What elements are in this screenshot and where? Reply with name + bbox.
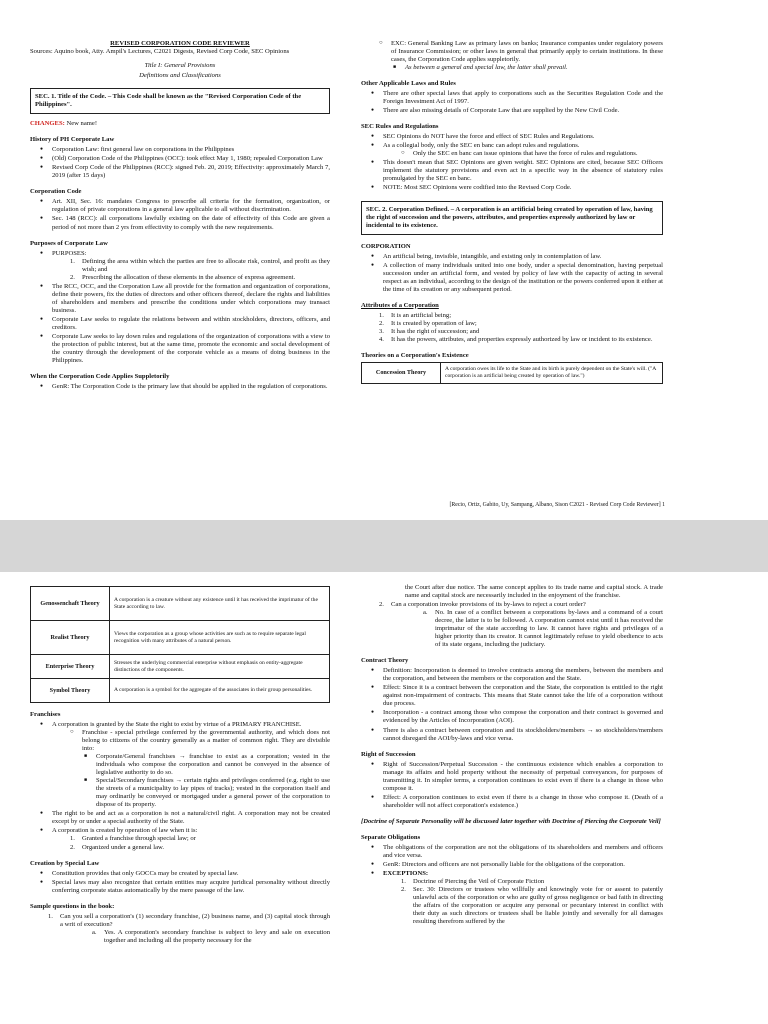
changes-text: New name! xyxy=(64,120,98,128)
continued-answer: the Court after due notice. The same concept applies to its trade name and capital stock. A trade name and capital stock are necessarily included in the enjoyment of the franchise. xyxy=(405,584,663,600)
question-1: Can you sell a corporation's (1) secondary franchise, (2) business name, and (3) capital stock through a writ of execution? xyxy=(60,912,330,928)
separate-obligations-list xyxy=(361,844,663,926)
franchise-sublist xyxy=(52,729,330,753)
sample-questions-list-2 xyxy=(361,601,663,649)
document-page-2 xyxy=(0,572,768,1024)
list-item: 2. Can a corporation invoke provisions of its by-laws to reject a court order? a. No. In case of a conflict between a corporations by-laws and a command of a court decree, the latter is to be followed. A corporation cannot exist until it has received the imprimatur of the state according to law. It cannot have rights and privileges of a higher priority than its creator. It cannot legitimately refuse to yield obedience to acts of its state organs, including the judiciary. xyxy=(379,601,663,649)
theory-description: Views the corporation as a group whose activities are such as to require separate legal recognition with many attributes of a natural person. xyxy=(110,621,330,655)
theory-description: A corporation is a creature without any existence until it has received the imprimatur of the State according to law. xyxy=(110,587,330,621)
list-item: ● Special laws may also recognize that certain entities may acquire juridical personality without directly conferring corporate status automatically by the mere passage of the law. xyxy=(30,879,330,895)
exception-1: Doctrine of Piercing the Veil of Corporate Fiction xyxy=(413,877,545,885)
list-item xyxy=(361,870,663,926)
list-item: ● Constitution provides that only GOCCs may be created by special law. xyxy=(30,870,330,878)
suppletory-list xyxy=(30,383,330,391)
created-2: Organized under a general law. xyxy=(82,843,165,851)
list-item: ○ Only the SEC en banc can issue opinions that have the force of rules and regulations. xyxy=(383,150,663,158)
table-row xyxy=(31,587,330,621)
list-item: ● Effect: A corporation continues to exist even if there is a change in those who compose it. (Death of a shareholder will not affect corporation's existence.) xyxy=(361,794,663,810)
succession-list xyxy=(361,761,663,810)
list-item: 2. Organized under a general law. xyxy=(70,843,165,851)
page2-right-column xyxy=(361,572,663,927)
sec-sublist xyxy=(383,150,663,158)
page1-left-column xyxy=(30,0,330,392)
theories-table xyxy=(361,362,663,384)
created-1: Granted a franchise through special law; or xyxy=(82,835,196,843)
purpose-2: Prescribing the allocation of these elements in the absence of express agreement. xyxy=(82,273,296,281)
list-item: 1. It is an artificial being; xyxy=(379,311,452,319)
corporation-heading: CORPORATION xyxy=(361,242,411,250)
purposes-sublist xyxy=(52,258,330,282)
list-item: ● Corporation Law: first general law on corporations in the Philippines xyxy=(30,146,330,154)
list-item: ○ EXC: General Banking Law as primary laws on banks; Insurance companies under regulatory powers of Insurance Commission; or other laws in general that primarily apply to certain institutions. In these cases, the Corporation Code applies suppletorily. xyxy=(361,40,663,64)
list-item: ● The RCC, OCC, and the Corporation Law all provide for the formation and organization of corporations, define their powers, fix the duties of directors and other officers thereof, declare the rights and liabilities of shareholders and members and prescribe the conditions under which corporations may transact business. xyxy=(30,283,330,315)
answer-1: Yes. A corporation's secondary franchise is subject to levy and sale on execution together and including all the property necessary for the xyxy=(104,928,330,944)
sec2-box: SEC. 2. Corporation Defined. – A corporation is an artificial being created by operation of law, having the right of succession and the powers, attributes, and properties expressly authorized by law or incidental to its existence. xyxy=(361,201,663,235)
list-item: ● Revised Corp Code of the Philippines (RCC): signed Feb. 20, 2019; Effectivity: approximately March 7, 2019 (after 15 days) xyxy=(30,164,330,180)
list-item: a. Yes. A corporation's secondary franchise is subject to levy and sale on execution together and including all the property necessary for the xyxy=(92,928,330,944)
theory-name: Realist Theory xyxy=(31,621,110,655)
history-list xyxy=(30,146,330,180)
attribute-2: It is created by operation of law; xyxy=(391,319,477,327)
list-item: a. No. In case of a conflict between a corporations by-laws and a command of a court decree, the latter is to be followed. A corporation cannot exist until it has received the imprimatur of the state according to law. It cannot have rights and privileges of a higher priority than its creator. It cannot legitimately refuse to yield obedience to acts of its state organs, including the judiciary. xyxy=(423,609,663,649)
succession-heading: Right of Succession xyxy=(361,750,416,758)
franchise-kinds xyxy=(52,753,330,809)
theory-name: Enterprise Theory xyxy=(31,655,110,679)
table-row xyxy=(31,621,330,655)
doctrine-note: [Doctrine of Separate Personality will be discussed later together with Doctrine of Piercing the Corporate Veil] xyxy=(361,817,661,825)
exc-list xyxy=(361,40,663,64)
list-item: 1. Can you sell a corporation's (1) secondary franchise, (2) business name, and (3) capital stock through a writ of execution? a. Yes. A corporation's secondary franchise is subject to levy and sale on execution together and including all the property necessary for the xyxy=(48,912,330,944)
table-row xyxy=(31,679,330,703)
theory-name: Genossenchaft Theory xyxy=(31,587,110,621)
definitions-subtitle: Definitions and Classifications xyxy=(139,72,221,80)
title-provisions: Title I: General Provisions xyxy=(144,62,216,70)
exceptions-label: EXCEPTIONS: xyxy=(383,869,429,877)
list-item: ● An artificial being, invisible, intangible, and existing only in contemplation of law. xyxy=(361,253,663,261)
list-item: ● The obligations of the corporation are not the obligations of its shareholders and members and officers and vice versa. xyxy=(361,844,663,860)
list-item: ■ Special/Secondary franchises → certain rights and privileges conferred (e.g. right to use the streets of a municipality to lay pipes of tracks); vested in the corporation itself and may ordinarily be conveyed or mortgaged under a general power of the corporation to dispose of its property. xyxy=(52,777,330,809)
list-item: ● SEC Opinions do NOT have the force and effect of SEC Rules and Regulations. xyxy=(361,133,663,141)
theory-name: Concession Theory xyxy=(362,362,441,383)
answer-2: No. In case of a conflict between a corporations by-laws and a command of a court decree, the latter is to be followed. A corporation cannot exist until it has received the imprimatur of the state according to law. It cannot have rights and privileges of a higher priority than its creator. It cannot legitimately refuse to yield obedience to acts of its state organs, including the judiciary. xyxy=(435,609,663,649)
sec-collegial: As a collegial body, only the SEC en banc can adopt rules and regulations. xyxy=(383,142,580,150)
document-title: REVISED CORPORATION CODE REVIEWER xyxy=(110,40,250,47)
list-item: ● A collection of many individuals united into one body, under a special denomination, having perpetual succession under an artificial form, and vested by policy of law with the capacity of acting in several respect as an individual, according to the design of the institution or the powers conferred upon it either at the time of its creation or any subsequent period. xyxy=(361,262,663,294)
answer-list xyxy=(60,929,330,945)
table-row xyxy=(31,655,330,679)
theories-table-continued xyxy=(30,586,330,703)
list-item: ● Incorporation - a contract among those who compose the corporation and their contract is governed and evidenced by the Articles of Incorporation (AOI). xyxy=(361,709,663,725)
attributes-heading: Attributes of a Corporation xyxy=(361,301,439,309)
list-item: ● This doesn't mean that SEC Opinions are given weight. SEC Opinions are cited, because SEC Officers implement the statutory provisions and even act in a specific way in the absence of statutory rules promulgated by the SEC en banc. xyxy=(361,159,663,183)
list-item: ■ Corporate/General franchises → franchise to exist as a corporation; vested in the individuals who compose the corporation and cannot be conveyed in the absence of legislative authority to do so. xyxy=(52,753,330,777)
sec-rules-heading: SEC Rules and Regulations xyxy=(361,123,439,131)
purpose-1: Defining the area within which the parties are free to allocate risk, control, and profit as they wish; and xyxy=(82,257,330,273)
changes-label: CHANGES: xyxy=(30,120,65,128)
corp-code-list xyxy=(30,198,330,231)
changes-line xyxy=(30,120,330,128)
list-item xyxy=(30,827,330,851)
list-item: ● Right of Succession/Perpetual Succession - the continuous existence which enables a corporation to manage its affairs and hold property without the necessity of perpetual conveyances, for purposes of transmitting it. In simpler terms, a corporation continues to exist even if there is a change in those who compose it. xyxy=(361,761,663,793)
separate-obligations-heading: Separate Obligations xyxy=(361,833,421,841)
created-by-law: A corporation is created by operation of law when it is: xyxy=(52,827,198,835)
primary-franchise: A corporation is granted by the State the right to exist by virtue of a PRIMARY FRANCHISE. xyxy=(52,721,302,729)
exc-note-list xyxy=(361,64,663,72)
other-laws-heading: Other Applicable Laws and Rules xyxy=(361,80,456,88)
list-item: ● Sec. 148 (RCC): all corporations lawfully existing on the date of effectivity of this Code are given a period of not more than 2 yrs from effectivity to comply with the new requirements. xyxy=(30,215,330,231)
contract-theory-heading: Contract Theory xyxy=(361,657,409,665)
answer-list xyxy=(391,609,663,649)
attribute-3: It has the right of succession; and xyxy=(391,327,480,335)
list-item: 1. Defining the area within which the parties are free to allocate risk, control, and profit as they wish; and xyxy=(70,257,330,273)
list-item: ○ Franchise - special privilege conferred by the governmental authority, and which does not belong to citizens of the country generally as a matter of common right. They are divisible into: xyxy=(52,729,330,753)
special-law-heading: Creation by Special Law xyxy=(30,859,100,867)
theory-description: Stresses the underlying commercial enterprise without emphasis on entity-aggregate distinctions of the components. xyxy=(110,655,330,679)
page-footer: [Recio, Ortiz, Gabito, Uy, Sampang, Albano, Sison C2021 - Revised Corp Code Reviewer] 1 xyxy=(449,502,665,508)
list-item: 2. It is created by operation of law; xyxy=(379,319,477,327)
list-item: 1. Doctrine of Piercing the Veil of Corporate Fiction xyxy=(401,877,545,885)
list-item xyxy=(361,142,663,158)
list-item: ■ As between a general and special law, the latter shall prevail. xyxy=(361,64,663,72)
sample-questions-list xyxy=(30,913,330,945)
exception-2: Sec. 30: Directors or trustees who willfully and knowingly vote for or assent to patently unlawful acts of the corporation or who are guilty of gross negligence or bad faith in directing the affairs of the corporation or acquire any personal or pecuniary interest in conflict with their duty as such directors or trustees shall be liable jointly and severally for all damages resulting therefrom suffered by the xyxy=(413,886,663,926)
list-item: ● There are other special laws that apply to corporations such as the Securities Regulation Code and the Foreign Investment Act of 1997. xyxy=(361,90,663,106)
list-item: ● (Old) Corporation Code of the Philippines (OCC): took effect May 1, 1980; repealed Corporation Law xyxy=(30,155,330,163)
sec1-box: SEC. 1. Title of the Code. – This Code shall be known as the "Revised Corporation Code of the Philippines". xyxy=(30,88,330,114)
table-row xyxy=(362,362,663,383)
list-item: ● Definition: Incorporation is deemed to involve contracts among the members, between the members and the corporation, and between the members or the corporation and the State. xyxy=(361,667,663,683)
purposes-label: PURPOSES: xyxy=(52,249,87,257)
theory-name: Symbol Theory xyxy=(31,679,110,703)
franchises-heading: Franchises xyxy=(30,711,61,718)
contract-theory-list xyxy=(361,667,663,742)
list-item: ● The right to be and act as a corporation is not a natural/civil right. A corporation may not be created except by or under a special authority of the State. xyxy=(30,810,330,826)
list-item: ● Effect: Since it is a contract between the corporation and the State, the corporation is entitled to the right against non-impairment of contracts. This means that State cannot take the life of a corporation without due process. xyxy=(361,684,663,708)
franchises-list xyxy=(30,721,330,852)
suppletory-heading: When the Corporation Code Applies Suppletorily xyxy=(30,373,170,380)
theory-description: A corporation is a symbol for the aggregate of the associates in their group personalities. xyxy=(110,679,330,703)
sample-questions-heading: Sample questions in the book: xyxy=(30,902,115,910)
list-item: ● There are also missing details of Corporate Law that are supplied by the New Civil Code. xyxy=(361,107,663,115)
list-item: 3. It has the right of succession; and xyxy=(379,327,480,335)
page2-left-column xyxy=(30,572,330,945)
other-laws-list xyxy=(361,90,663,115)
history-heading: History of PH Corporate Law xyxy=(30,136,115,144)
list-item: 1. Granted a franchise through special law; or xyxy=(70,835,196,843)
list-item: ● Corporate Law seeks to regulate the relations between and within stockholders, directors, officers, and creditors. xyxy=(30,316,330,332)
exceptions-list xyxy=(383,878,663,926)
list-item: 2. Sec. 30: Directors or trustees who willfully and knowingly vote for or assent to patently unlawful acts of the corporation or who are guilty of gross negligence or bad faith in directing the affairs of the corporation or acquire any personal or pecuniary interest in conflict with their duty as such directors or trustees shall be liable jointly and severally for all damages resulting therefrom suffered by the xyxy=(401,886,663,926)
attributes-list xyxy=(361,312,663,344)
list-item: 2. Prescribing the allocation of these elements in the absence of express agreement. xyxy=(70,273,296,281)
list-item: ● Art. XII, Sec. 16: mandates Congress to prescribe all criteria for the formation, organization, or regulation of private corporations in a general law applicable to all without discrimination. xyxy=(30,198,330,214)
page1-right-column xyxy=(361,0,663,388)
list-item xyxy=(30,250,330,282)
corp-code-heading: Corporation Code xyxy=(30,188,82,196)
purposes-heading: Purposes of Corporate Law xyxy=(30,239,108,247)
corporation-list xyxy=(361,253,663,294)
list-item: 4. It has the powers, attributes, and properties expressly authorized by law or incident to its existence. xyxy=(379,335,653,343)
list-item xyxy=(30,721,330,809)
theories-heading: Theories on a Corporation's Existence xyxy=(361,351,469,359)
created-sublist xyxy=(52,835,330,851)
list-item: ● Corporate Law seeks to lay down rules and regulations of the organization of corporations with a view to the protection of public interest, but at the same time, promote the economic and social development of the country through the development of the corporate vehicle as a means of doing business in the Philippines. xyxy=(30,333,330,365)
attribute-1: It is an artificial being; xyxy=(391,311,452,319)
attribute-4: It has the powers, attributes, and properties expressly authorized by law or incident to its existence. xyxy=(391,335,653,343)
list-item: ● NOTE: Most SEC Opinions were codified into the Revised Corp Code. xyxy=(361,184,663,192)
list-item: ● There is also a contract between corporation and its stockholders/members → so stockholders/members cannot disregard the AOI/by-laws and vice versa. xyxy=(361,727,663,743)
special-law-list xyxy=(30,870,330,895)
question-2: Can a corporation invoke provisions of its by-laws to reject a court order? xyxy=(391,601,586,609)
sources-line: Sources: Aquino book, Atty. Ampil's Lectures, C2021 Digests, Revised Corp Code, SEC Opinions xyxy=(30,48,290,56)
purposes-list xyxy=(30,250,330,365)
sec-rules-list xyxy=(361,133,663,192)
list-item: ● GenR: Directors and officers are not personally liable for the obligations of the corporation. xyxy=(361,861,663,869)
list-item: ● GenR: The Corporation Code is the primary law that should be applied in the regulation of corporations. xyxy=(30,383,330,391)
theory-description: A corporation owes its life to the State and its birth is purely dependent on the State's will. ("A corporation is an artificial being created by operation of law.") xyxy=(441,362,663,383)
